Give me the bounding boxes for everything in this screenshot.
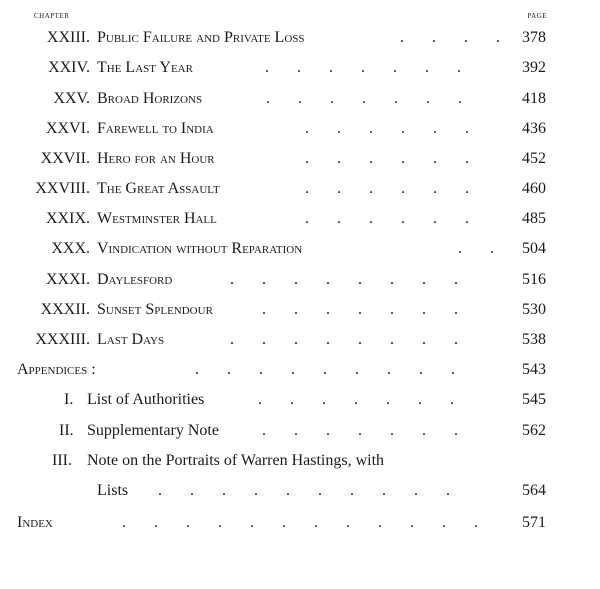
- page-number: 452: [522, 150, 546, 167]
- appendix-number: I.: [64, 391, 74, 408]
- leader-dots: . . . . . . .: [262, 301, 458, 318]
- page-number: 392: [522, 59, 546, 76]
- page-number: 485: [522, 210, 546, 227]
- chapter-title: Daylesford: [97, 271, 173, 288]
- appendix-title: Supplementary Note: [87, 422, 219, 439]
- chapter-title: Farewell to India: [97, 120, 214, 137]
- page-number: 378: [522, 29, 546, 46]
- chapter-title: Sunset Splendour: [97, 301, 213, 318]
- page-number: 562: [522, 422, 546, 439]
- chapter-number: XXIX.: [46, 210, 90, 227]
- chapter-title: Public Failure and Private Loss: [97, 29, 305, 46]
- index-label: Index: [17, 514, 53, 531]
- appendices-heading[interactable]: [0, 357, 600, 383]
- page-number: 545: [522, 391, 546, 408]
- page-number: 530: [522, 301, 546, 318]
- chapter-number: XXXII.: [40, 301, 90, 318]
- page-number: 571: [522, 514, 546, 531]
- toc-entry[interactable]: [0, 116, 600, 142]
- chapter-number: XXVI.: [46, 120, 90, 137]
- leader-dots: . . . . . . .: [262, 422, 458, 439]
- header-chapter-label: CHAPTER: [34, 12, 70, 20]
- toc-entry[interactable]: [0, 25, 600, 51]
- toc-entry[interactable]: [0, 146, 600, 172]
- chapter-title: Vindication without Reparation: [97, 240, 303, 257]
- chapter-number: XXXIII.: [35, 331, 90, 348]
- chapter-number: XXVIII.: [35, 180, 90, 197]
- toc-entry[interactable]: [0, 236, 600, 262]
- page-number: 436: [522, 120, 546, 137]
- chapter-title: The Great Assault: [97, 180, 220, 197]
- chapter-number: XXVII.: [40, 150, 90, 167]
- leader-dots: . . . . . .: [305, 150, 469, 167]
- leader-dots: . . . . . .: [305, 180, 469, 197]
- toc-entry[interactable]: [0, 327, 600, 353]
- page-number: 564: [522, 482, 546, 499]
- chapter-title: Westminster Hall: [97, 210, 217, 227]
- page-number: 418: [522, 90, 546, 107]
- appendix-title-continued: Lists: [97, 482, 129, 499]
- toc-entry[interactable]: [0, 418, 600, 444]
- chapter-number: XXV.: [53, 90, 90, 107]
- toc-entry-index[interactable]: [0, 510, 600, 536]
- leader-dots: . . . . . . .: [266, 90, 462, 107]
- chapter-title: Broad Horizons: [97, 90, 203, 107]
- appendix-title: Note on the Portraits of Warren Hastings, with: [87, 452, 385, 469]
- appendix-title: List of Authorities: [87, 391, 205, 408]
- toc-entry[interactable]: [0, 387, 600, 413]
- page-number: 543: [522, 361, 546, 378]
- page-number: 504: [522, 240, 546, 257]
- header-page-label: PAGE: [527, 12, 547, 20]
- page-number: 516: [522, 271, 546, 288]
- appendices-label: Appendices :: [17, 361, 96, 378]
- leader-dots: . . . . . . . .: [230, 271, 458, 288]
- chapter-title: Last Days: [97, 331, 165, 348]
- chapter-number: XXX.: [51, 240, 90, 257]
- leader-dots: . . . . . . .: [265, 59, 461, 76]
- toc-entry[interactable]: [0, 86, 600, 112]
- appendix-number: II.: [59, 422, 74, 439]
- leader-dots: . . . . . .: [305, 210, 469, 227]
- toc-entry-continuation: [0, 478, 600, 504]
- leader-dots: . . . . . . . .: [230, 331, 458, 348]
- leader-dots: . . . . . .: [305, 120, 469, 137]
- chapter-number: XXIV.: [48, 59, 90, 76]
- leader-dots: . . . .: [400, 29, 500, 46]
- chapter-title: The Last Year: [97, 59, 193, 76]
- leader-dots: . .: [458, 240, 494, 257]
- toc-entry[interactable]: [0, 176, 600, 202]
- page-number: 538: [522, 331, 546, 348]
- chapter-number: XXIII.: [46, 29, 90, 46]
- page-number: 460: [522, 180, 546, 197]
- chapter-title: Hero for an Hour: [97, 150, 215, 167]
- leader-dots: . . . . . . . . . . . .: [122, 514, 478, 531]
- leader-dots: . . . . . . . . . .: [158, 482, 450, 499]
- toc-entry[interactable]: [0, 297, 600, 323]
- toc-entry[interactable]: [0, 55, 600, 81]
- chapter-number: XXXI.: [46, 271, 90, 288]
- leader-dots: . . . . . . .: [258, 391, 454, 408]
- appendix-number: III.: [52, 452, 72, 469]
- leader-dots: . . . . . . . . .: [195, 361, 455, 378]
- toc-entry[interactable]: [0, 206, 600, 232]
- toc-entry[interactable]: [0, 267, 600, 293]
- toc-entry[interactable]: [0, 448, 600, 474]
